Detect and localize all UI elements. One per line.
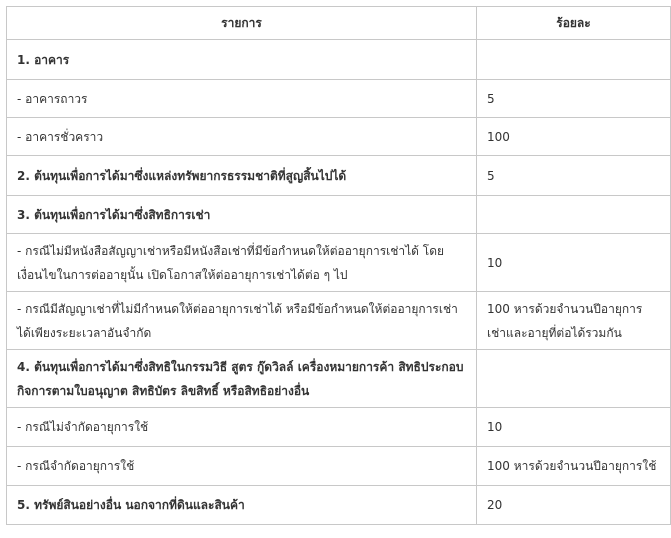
- table-row: [7, 196, 671, 234]
- table-row: [7, 408, 671, 447]
- row-item: 1. อาคาร: [7, 40, 477, 80]
- table-row: [7, 40, 671, 80]
- table-row: [7, 486, 671, 525]
- table-row: [7, 350, 671, 408]
- table-row: [7, 156, 671, 196]
- row-item: 4. ต้นทุนเพื่อการได้มาซึ่งสิทธิในกรรมวิธี สูตร กู๊ดวิลล์ เครื่องหมายการค้า สิทธิประกอบกิจการตามใบอนุญาต สิทธิบัตร ลิขสิทธิ์ หรือสิทธิอย่างอื่น: [7, 350, 477, 408]
- row-value: 10: [477, 408, 671, 447]
- table-row: [7, 234, 671, 292]
- row-value: 5: [477, 80, 671, 118]
- row-value: 100: [477, 118, 671, 156]
- table-row: [7, 80, 671, 118]
- depreciation-rate-table: [6, 6, 671, 525]
- row-item: - กรณีมีสัญญาเช่าที่ไม่มีกำหนดให้ต่ออายุการเช่าได้ หรือมีข้อกำหนดให้ต่ออายุการเช่าได้เพียงระยะเวลาอันจำกัด: [7, 292, 477, 350]
- row-item: - อาคารชั่วคราว: [7, 118, 477, 156]
- row-item: 2. ต้นทุนเพื่อการได้มาซึ่งแหล่งทรัพยากรธรรมชาติที่สูญสิ้นไปได้: [7, 156, 477, 196]
- row-value: 5: [477, 156, 671, 196]
- table-row: [7, 292, 671, 350]
- row-item: 5. ทรัพย์สินอย่างอื่น นอกจากที่ดินและสินค้า: [7, 486, 477, 525]
- table-row: [7, 447, 671, 486]
- row-value: 100 หารด้วยจำนวนปีอายุการใช้: [477, 447, 671, 486]
- row-item: 3. ต้นทุนเพื่อการได้มาซึ่งสิทธิการเช่า: [7, 196, 477, 234]
- column-header-item: รายการ: [7, 7, 477, 40]
- row-item: - กรณีไม่จำกัดอายุการใช้: [7, 408, 477, 447]
- row-item: - กรณีจำกัดอายุการใช้: [7, 447, 477, 486]
- row-item: - อาคารถาวร: [7, 80, 477, 118]
- row-value: 10: [477, 234, 671, 292]
- row-value: [477, 350, 671, 408]
- row-value: 100 หารด้วยจำนวนปีอายุการเช่าและอายุที่ต่อได้รวมกัน: [477, 292, 671, 350]
- row-item: - กรณีไม่มีหนังสือสัญญาเช่าหรือมีหนังสือเช่าที่มีข้อกำหนดให้ต่ออายุการเช่าได้ โดยเงื่อนไขในการต่ออายุนั้น เปิดโอกาสให้ต่ออายุการเช่าได้ต่อ ๆ ไป: [7, 234, 477, 292]
- row-value: [477, 40, 671, 80]
- row-value: [477, 196, 671, 234]
- row-value: 20: [477, 486, 671, 525]
- column-header-percent: ร้อยละ: [477, 7, 671, 40]
- table-row: [7, 118, 671, 156]
